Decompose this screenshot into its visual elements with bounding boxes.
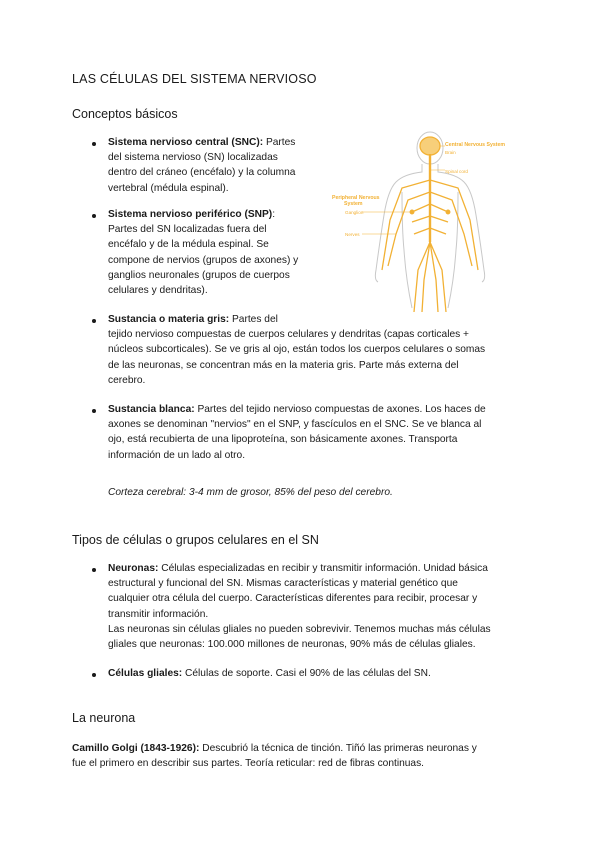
term-snp: Sistema nervioso periférico (SNP) (108, 209, 273, 220)
item-sustancia-blanca: Sustancia blanca: Partes del tejido nervioso compuestas de axones. Los haces de axones se denominan "nervios" en el SNP, y fascículos en el SNC. Se ve blanca al ojo, está recubierta de una lipoproteína, son básicamente axones. Transporta información de un lado al otro. (108, 404, 486, 461)
bullet-icon (92, 568, 96, 572)
item-snp: Sistema nervioso periférico (SNP): Partes del SN localizadas fuera del encéfalo y de la médula espinal. Se compone de nervios (grupos de axones) y ganglios neuronales (grupos de cuerpos celulares y dendritas). (108, 209, 299, 297)
bullet-icon (92, 214, 96, 218)
bullet-icon (92, 142, 96, 146)
term-neuronas: Neuronas: (108, 563, 159, 574)
bullet-icon (92, 673, 96, 677)
nervous-system-figure (332, 130, 532, 315)
bullet-icon (92, 409, 96, 413)
label-ganglion: Ganglion (345, 210, 364, 215)
term-celulas-gliales: Células gliales: (108, 668, 183, 679)
item-neuronas: Neuronas: Células especializadas en recibir y transmitir información. Unidad básica estructural y funcional del SN. Mismas características y material genético que cualquier otra célula del cuerpo. Características diferentes para recibir, procesar y transmitir información. Las neuronas sin células gliales no pueden sobrevivir. Tenemos muchas más células gliales que neuronas: 100.000 millones de neuronas, 90% más de células gliales. (108, 563, 491, 651)
label-pns-2: System (344, 201, 363, 207)
label-spinal-cord: Spinal cord (445, 169, 468, 174)
term-golgi: Camillo Golgi (1843-1926): (72, 743, 200, 754)
label-nerves: Nerves (345, 232, 360, 237)
nerves-drawing (382, 137, 478, 312)
term-sustancia-blanca: Sustancia blanca: (108, 404, 195, 415)
item-materia-gris: Sustancia o materia gris: Partes del tejido nervioso compuestas de cuerpos celulares y dendritas (capas corticales + núcleos subcorticales). Se ve gris al ojo, están todos los cuerpos celulares o somas de las neuronas, se concentran más en la materia gris. Parte más externa del cerebro. (108, 314, 486, 386)
label-cns: Central Nervous System (445, 142, 505, 148)
label-lines (362, 146, 445, 234)
paragraph-golgi: Camillo Golgi (1843-1926): Descubrió la técnica de tinción. Tiñó las primeras neuronas y fue el primero en describir sus partes. Teoría reticular: red de fibras continuas. (72, 743, 477, 770)
item-snc: Sistema nervioso central (SNC): Partes del sistema nervioso (SN) localizadas dentro del cráneo (encéfalo) y la columna vertebral (médula espinal). (108, 137, 296, 194)
bullet-icon (92, 319, 96, 323)
label-brain: Brain (445, 150, 456, 155)
section-heading-tipos: Tipos de células o grupos celulares en el SN (72, 533, 319, 547)
term-snc: Sistema nervioso central (SNC): (108, 137, 264, 148)
section-heading-conceptos: Conceptos básicos (72, 107, 178, 121)
item-celulas-gliales: Células gliales: Células de soporte. Casi el 90% de las células del SN. (108, 668, 431, 679)
page-title: LAS CÉLULAS DEL SISTEMA NERVIOSO (72, 72, 317, 86)
note-corteza: Corteza cerebral: 3-4 mm de grosor, 85% del peso del cerebro. (108, 487, 393, 498)
section-heading-neurona: La neurona (72, 711, 136, 725)
label-pns-1: Peripheral Nervous (332, 195, 380, 201)
term-materia-gris: Sustancia o materia gris: (108, 314, 230, 325)
